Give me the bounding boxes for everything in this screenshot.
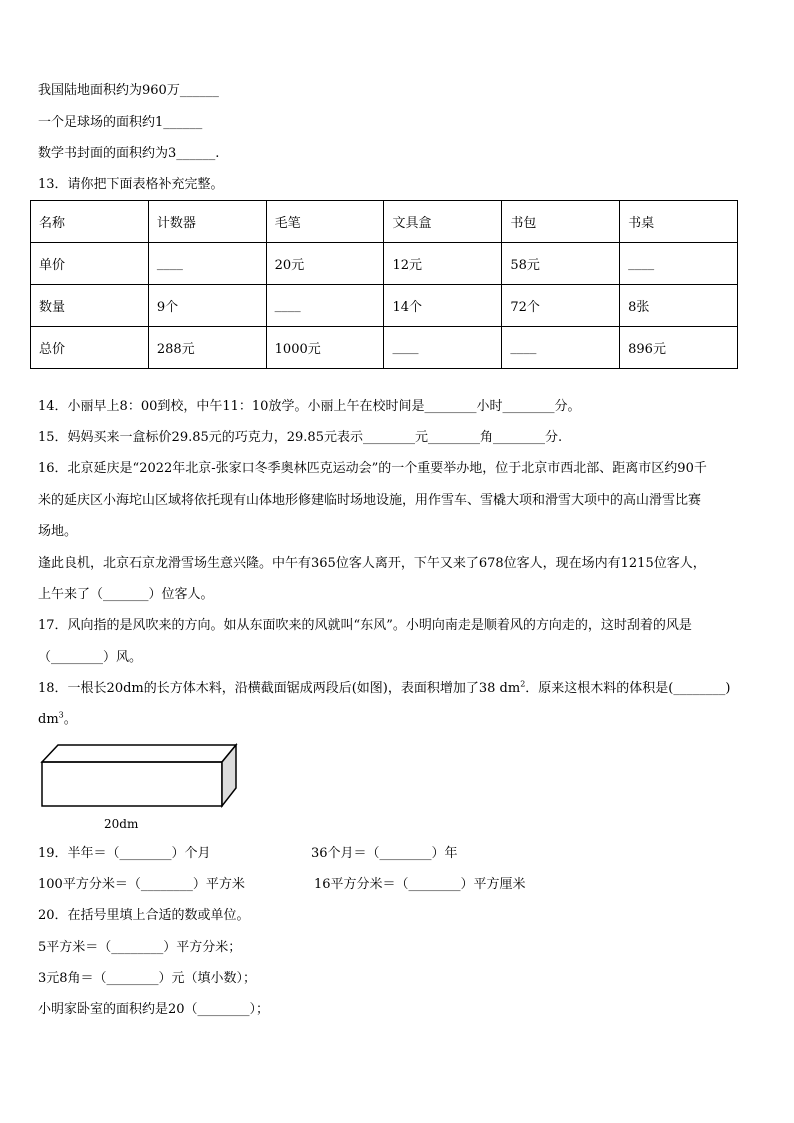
- table-cell: ____: [620, 243, 738, 285]
- table-cell: 20元: [266, 243, 384, 285]
- table-cell: 8张: [620, 285, 738, 327]
- table-cell: 单价: [31, 243, 149, 285]
- table-cell: ____: [384, 327, 502, 369]
- table-cell: 14个: [384, 285, 502, 327]
- question-19-36-months: 36个月＝（________）年: [311, 846, 458, 861]
- table-cell: 计数器: [148, 201, 266, 243]
- question-16-line-5: 上午来了（_______）位客人。: [38, 587, 214, 602]
- question-18-text-a: 18．一根长20dm的长方体木料，沿横截面锯成两段后(如图)，表面积增加了38 dm: [38, 681, 521, 696]
- table-cell: 9个: [148, 285, 266, 327]
- figure-length-label: 20dm: [104, 817, 139, 831]
- table-row: [31, 201, 738, 243]
- fill-blank-land-area: 我国陆地面积约为960万______: [38, 83, 219, 98]
- question-14: 14．小丽早上8：00到校，中午11：10放学。小丽上午在校时间是________小时________分。: [38, 399, 581, 414]
- superscript-3: 3: [58, 710, 64, 720]
- question-20-prompt: 20．在括号里填上合适的数或单位。: [38, 908, 250, 923]
- table-row: [31, 243, 738, 285]
- table-cell: ____: [502, 327, 620, 369]
- question-19-half-year: 19．半年＝（________）个月: [38, 846, 211, 861]
- table-cell: ____: [266, 285, 384, 327]
- superscript-2: 2: [520, 679, 526, 689]
- table-cell: 书桌: [620, 201, 738, 243]
- question-19-100-sq-dm: 100平方分米＝（________）平方米: [38, 877, 245, 892]
- table-row: [31, 285, 738, 327]
- fill-blank-football-field: 一个足球场的面积约1______: [38, 115, 203, 130]
- table-cell: 1000元: [266, 327, 384, 369]
- question-13-prompt: 13．请你把下面表格补充完整。: [38, 177, 224, 192]
- table-row: [31, 327, 738, 369]
- volume-unit: dm: [38, 712, 59, 727]
- cuboid-front-face: [42, 762, 222, 806]
- question-20-c: 小明家卧室的面积约是20（________）；: [38, 1002, 270, 1017]
- table-cell: 数量: [31, 285, 149, 327]
- question-17-line-2: （________）风。: [38, 650, 143, 665]
- question-20-b: 3元8角＝（________）元（填小数）；: [38, 971, 257, 986]
- question-15: 15．妈妈买来一盒标价29.85元的巧克力，29.85元表示________元________角________分.: [38, 430, 563, 445]
- table-cell: 总价: [31, 327, 149, 369]
- price-table: [30, 200, 738, 369]
- cuboid-wood-figure: [38, 740, 242, 810]
- question-19-16-sq-dm: 16平方分米＝（________）平方厘米: [314, 877, 526, 892]
- table-cell: 书包: [502, 201, 620, 243]
- table-cell: 文具盒: [384, 201, 502, 243]
- fill-blank-book-cover: 数学书封面的面积约为3______.: [38, 146, 220, 161]
- table-cell: 288元: [148, 327, 266, 369]
- table-cell: 58元: [502, 243, 620, 285]
- table-cell: ____: [148, 243, 266, 285]
- question-16-line-2: 米的延庆区小海坨山区域将依托现有山体地形修建临时场地设施，用作雪车、雪橇大项和滑雪大项中的高山滑雪比赛: [38, 493, 702, 508]
- question-17-line-1: 17．风向指的是风吹来的方向。如从东面吹来的风就叫“东风”。小明向南走是顺着风的方向走的，这时刮着的风是: [38, 618, 692, 633]
- question-16-line-3: 场地。: [38, 524, 78, 539]
- table-cell: 72个: [502, 285, 620, 327]
- question-18-line-1: [38, 680, 730, 698]
- table-cell: 12元: [384, 243, 502, 285]
- table-cell: 名称: [31, 201, 149, 243]
- question-16-line-4: 逢此良机，北京石京龙滑雪场生意兴隆。中午有365位客人离开，下午又来了678位客人，现在场内有1215位客人，: [38, 556, 706, 571]
- cuboid-side-face: [222, 745, 236, 806]
- cuboid-top-face: [42, 745, 236, 762]
- question-18-line-2: [38, 711, 77, 729]
- question-16-line-1: 16．北京延庆是“2022年北京-张家口冬季奥林匹克运动会”的一个重要举办地，位于北京市西北部、距离市区约90千: [38, 461, 707, 476]
- question-18-text-c: 。: [63, 712, 77, 727]
- table-cell: 896元: [620, 327, 738, 369]
- question-20-a: 5平方米＝（________）平方分米；: [38, 940, 242, 955]
- table-cell: 毛笔: [266, 201, 384, 243]
- question-18-text-b: ．原来这根木料的体积是(________): [525, 681, 731, 696]
